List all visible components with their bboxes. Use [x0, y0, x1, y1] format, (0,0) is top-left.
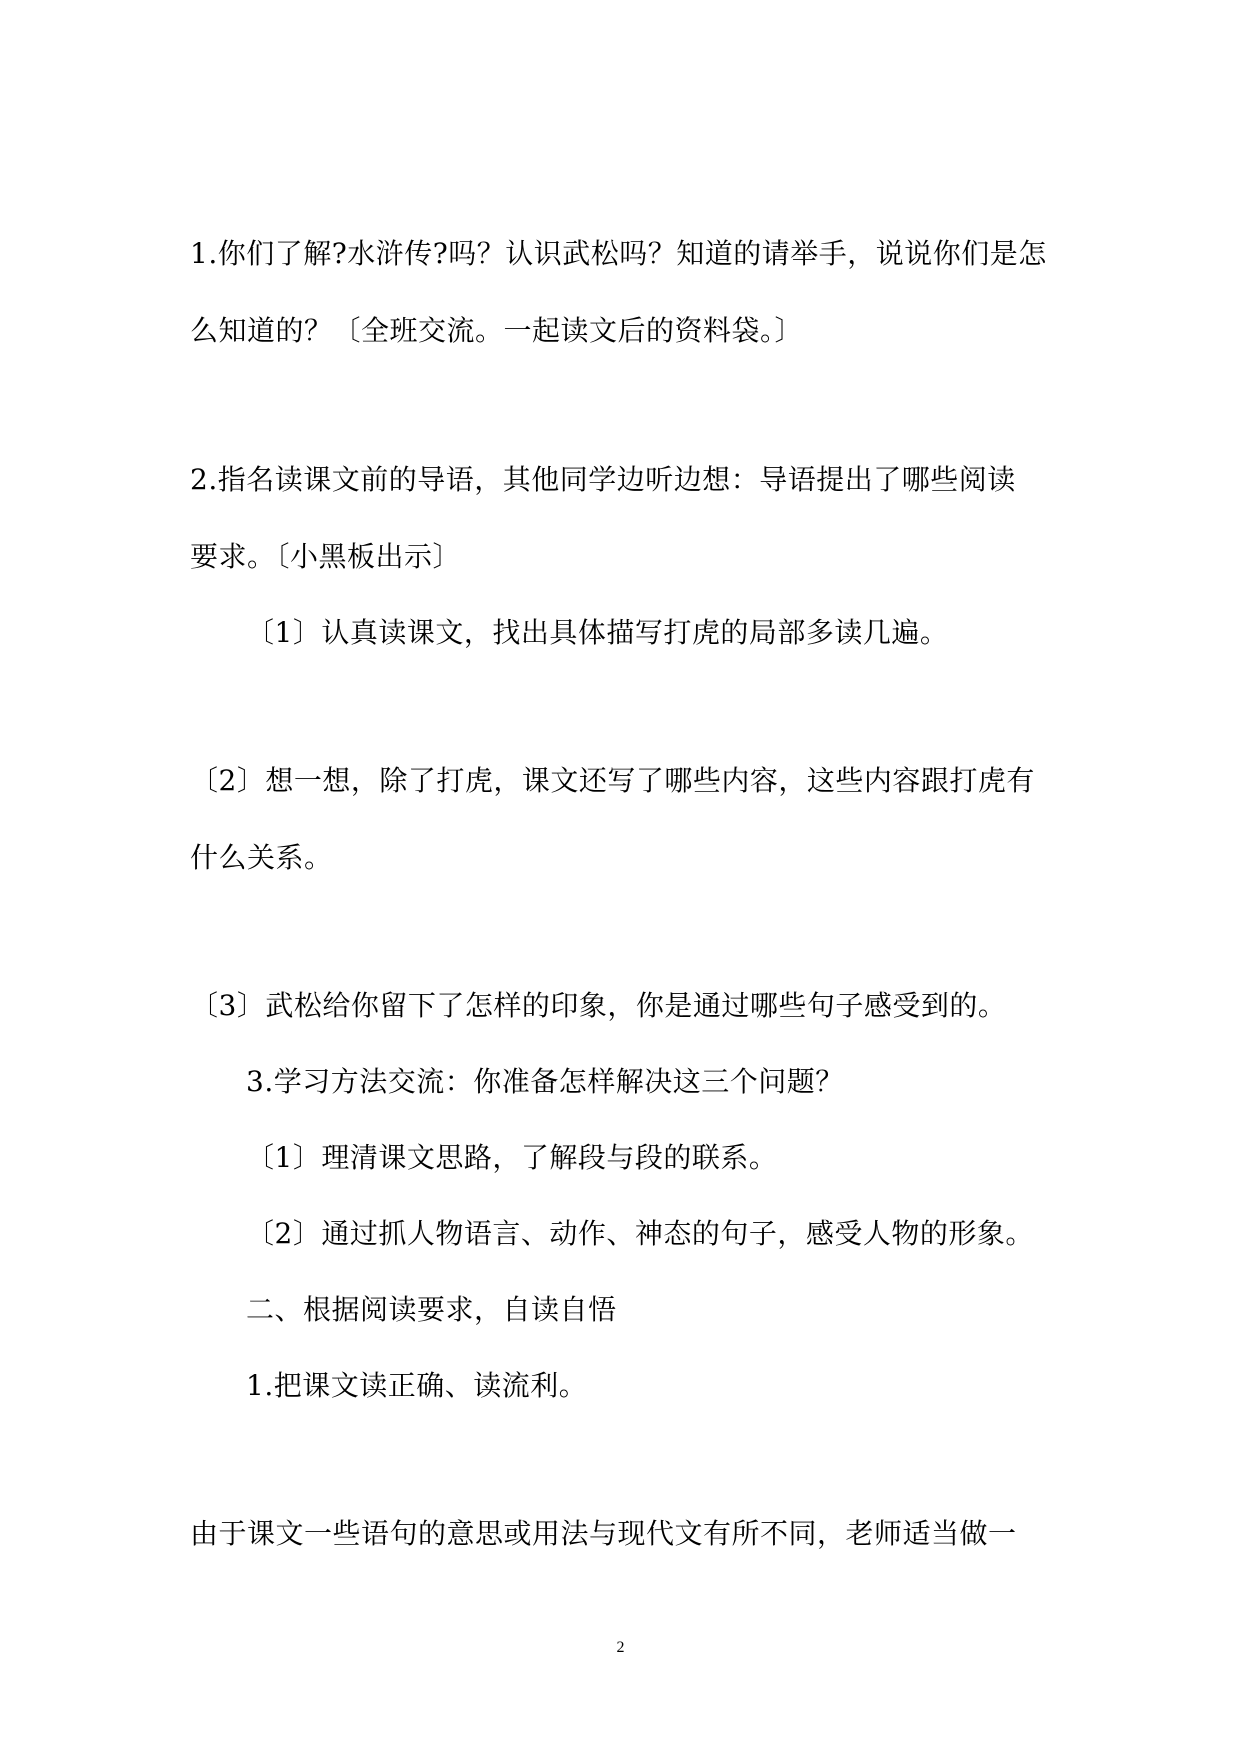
paragraph-line: 1.把课文读正确、读流利。: [246, 1369, 588, 1402]
paragraph-line: 〔2〕想一想，除了打虎，课文还写了哪些内容，这些内容跟打虎有: [190, 764, 1035, 797]
paragraph-line: 什么关系。: [190, 841, 333, 874]
section-heading: 二、根据阅读要求，自读自悟: [246, 1293, 617, 1326]
paragraph-line: 3.学习方法交流：你准备怎样解决这三个问题？: [246, 1065, 844, 1098]
paragraph-line: 〔3〕武松给你留下了怎样的印象，你是通过哪些句子感受到的。: [190, 989, 1007, 1022]
paragraph-line: 1.你们了解?水浒传?吗？认识武松吗？知道的请举手，说说你们是怎: [190, 237, 1047, 270]
paragraph-line: 2.指名读课文前的导语，其他同学边听边想：导语提出了哪些阅读: [190, 463, 1016, 496]
paragraph-line: 〔1〕认真读课文，找出具体描写打虎的局部多读几遍。: [246, 616, 949, 649]
page-number: 2: [616, 1639, 625, 1656]
paragraph-line: 〔2〕通过抓人物语言、动作、神态的句子，感受人物的形象。: [246, 1217, 1034, 1250]
paragraph-line: 由于课文一些语句的意思或用法与现代文有所不同，老师适当做一: [190, 1517, 1017, 1550]
paragraph-line: 〔1〕理清课文思路，了解段与段的联系。: [246, 1141, 778, 1174]
paragraph-line: 么知道的？〔全班交流。一起读文后的资料袋。〕: [190, 314, 804, 347]
paragraph-line: 要求。〔小黑板出示〕: [190, 540, 462, 573]
